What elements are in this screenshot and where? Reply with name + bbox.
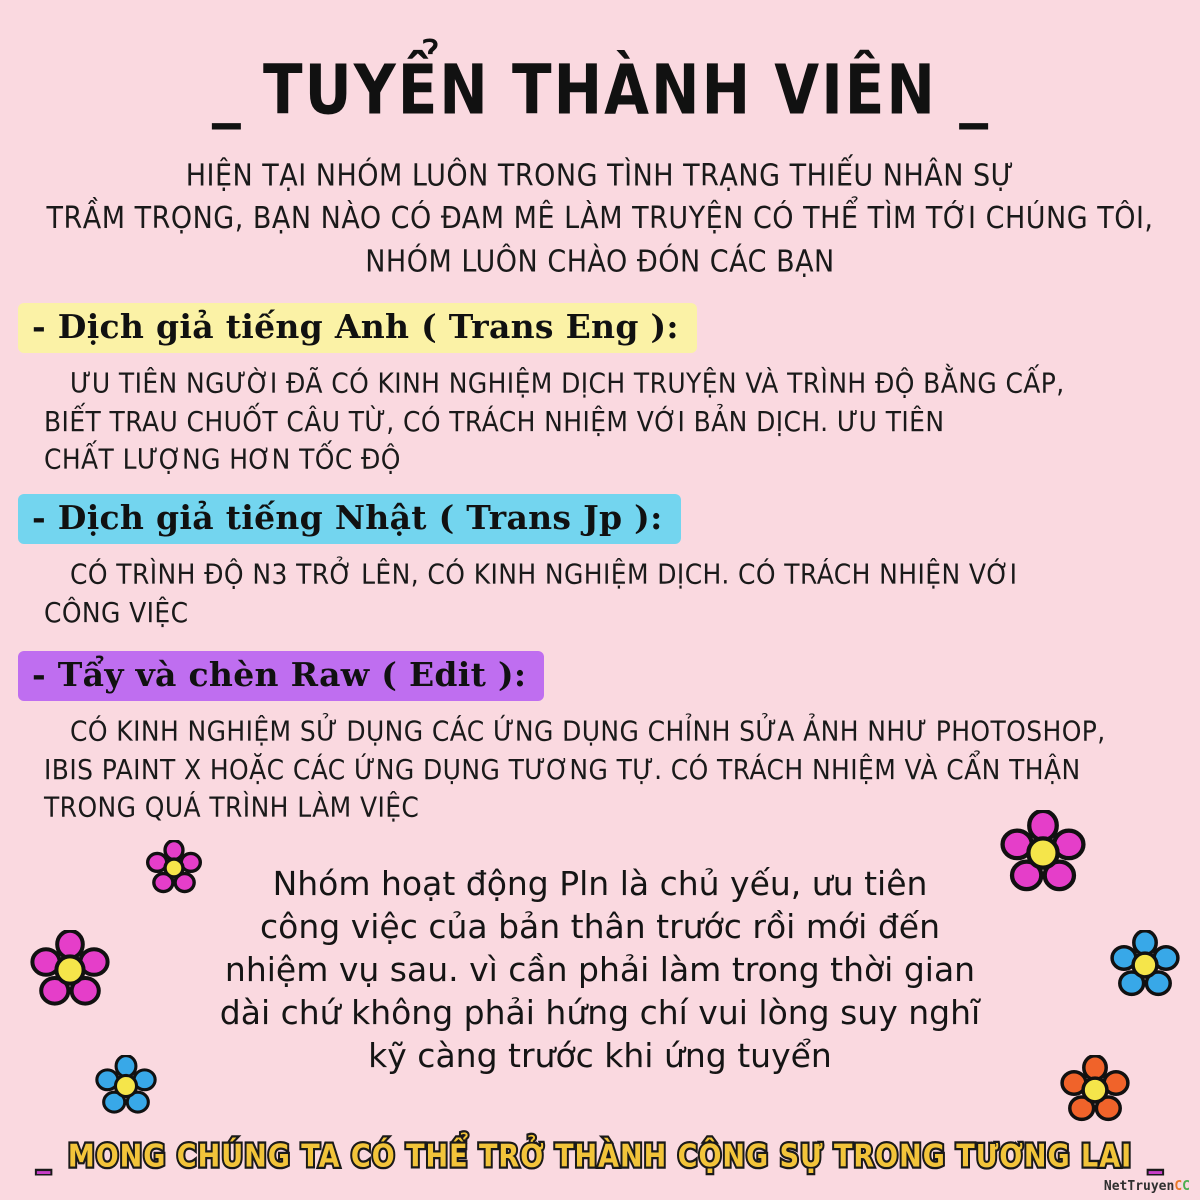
section-heading-trans-jp: - Dịch giả tiếng Nhật ( Trans Jp ):: [18, 494, 681, 544]
watermark-suffix-a: C: [1174, 1179, 1183, 1194]
section-body-trans-jp: [44, 556, 1164, 632]
watermark: [1104, 1179, 1190, 1194]
flower-icon: [1060, 1055, 1130, 1125]
page-title: [0, 0, 1200, 130]
footer-right-dash: _: [1148, 1138, 1164, 1175]
note-line-1: Nhóm hoạt động Pln là chủ yếu, ưu tiên: [272, 863, 928, 903]
section-edit: [0, 651, 1200, 824]
flower-icon: [1110, 930, 1180, 1000]
title-left-dash: _: [211, 49, 241, 130]
intro-line-2: TRẦM TRỌNG, BẠN NÀO CÓ ĐAM MÊ LÀM TRUYỆN CÓ THỂ TÌM TỚI CHÚNG TÔI,: [46, 201, 1154, 237]
section-trans-eng: [0, 303, 1200, 475]
footer-text: MONG CHÚNG TA CÓ THỂ TRỞ THÀNH CỘNG SỰ TRONG TƯƠNG LAI: [67, 1138, 1133, 1175]
intro-line-1: HIỆN TẠI NHÓM LUÔN TRONG TÌNH TRẠNG THIẾU NHÂN SỰ: [185, 158, 1015, 194]
section-body-line: CHẤT LƯỢNG HƠN TỐC ĐỘ: [44, 443, 401, 475]
title-right-dash: _: [959, 49, 989, 130]
section-body-line: CÓ KINH NGHIỆM SỬ DỤNG CÁC ỨNG DỤNG CHỈNH SỬA ẢNH NHƯ PHOTOSHOP,: [70, 715, 1106, 748]
title-text: TUYỂN THÀNH VIÊN: [263, 49, 937, 130]
section-body-line: CÓ TRÌNH ĐỘ N3 TRỞ LÊN, CÓ KINH NGHIỆM DỊCH. CÓ TRÁCH NHIỆN VỚI: [70, 558, 1018, 591]
note-line-5: kỹ càng trước khi ứng tuyển: [368, 1035, 832, 1075]
flower-icon: [95, 1055, 157, 1117]
section-body-line: TRONG QUÁ TRÌNH LÀM VIỆC: [44, 791, 420, 824]
flower-icon: [30, 930, 110, 1010]
intro-paragraph: [0, 155, 1200, 284]
watermark-name: NetTruyen: [1103, 1179, 1175, 1194]
note-line-4: dài chứ không phải hứng chí vui lòng suy nghĩ: [219, 992, 981, 1032]
section-heading-edit: - Tẩy và chèn Raw ( Edit ):: [18, 651, 544, 701]
flower-icon: [1000, 810, 1086, 896]
note-line-3: nhiệm vụ sau. vì cần phải làm trong thời gian: [224, 949, 976, 989]
footer-left-dash: _: [36, 1138, 52, 1175]
note-line-2: công việc của bản thân trước rồi mới đến: [260, 906, 940, 946]
flower-icon: [146, 840, 202, 896]
section-body-line: IBIS PAINT X HOẶC CÁC ỨNG DỤNG TƯƠNG TỰ. CÓ TRÁCH NHIỆM VÀ CẨN THẬN: [44, 753, 1081, 786]
section-trans-jp: [0, 494, 1200, 629]
section-body-line: ƯU TIÊN NGƯỜI ĐÃ CÓ KINH NGHIỆM DỊCH TRUYỆN VÀ TRÌNH ĐỘ BẰNG CẤP,: [70, 367, 1065, 400]
section-body-edit: [44, 713, 1164, 827]
footer-banner: [0, 1139, 1200, 1175]
section-body-trans-eng: [44, 365, 1164, 479]
watermark-suffix-b: C: [1182, 1179, 1190, 1194]
section-body-line: CÔNG VIỆC: [44, 596, 189, 629]
section-body-line: BIẾT TRAU CHUỐT CÂU TỪ, CÓ TRÁCH NHIỆM VỚI BẢN DỊCH. ƯU TIÊN: [44, 405, 945, 438]
section-heading-trans-eng: - Dịch giả tiếng Anh ( Trans Eng ):: [18, 303, 697, 353]
intro-line-3: NHÓM LUÔN CHÀO ĐÓN CÁC BẠN: [365, 244, 835, 280]
